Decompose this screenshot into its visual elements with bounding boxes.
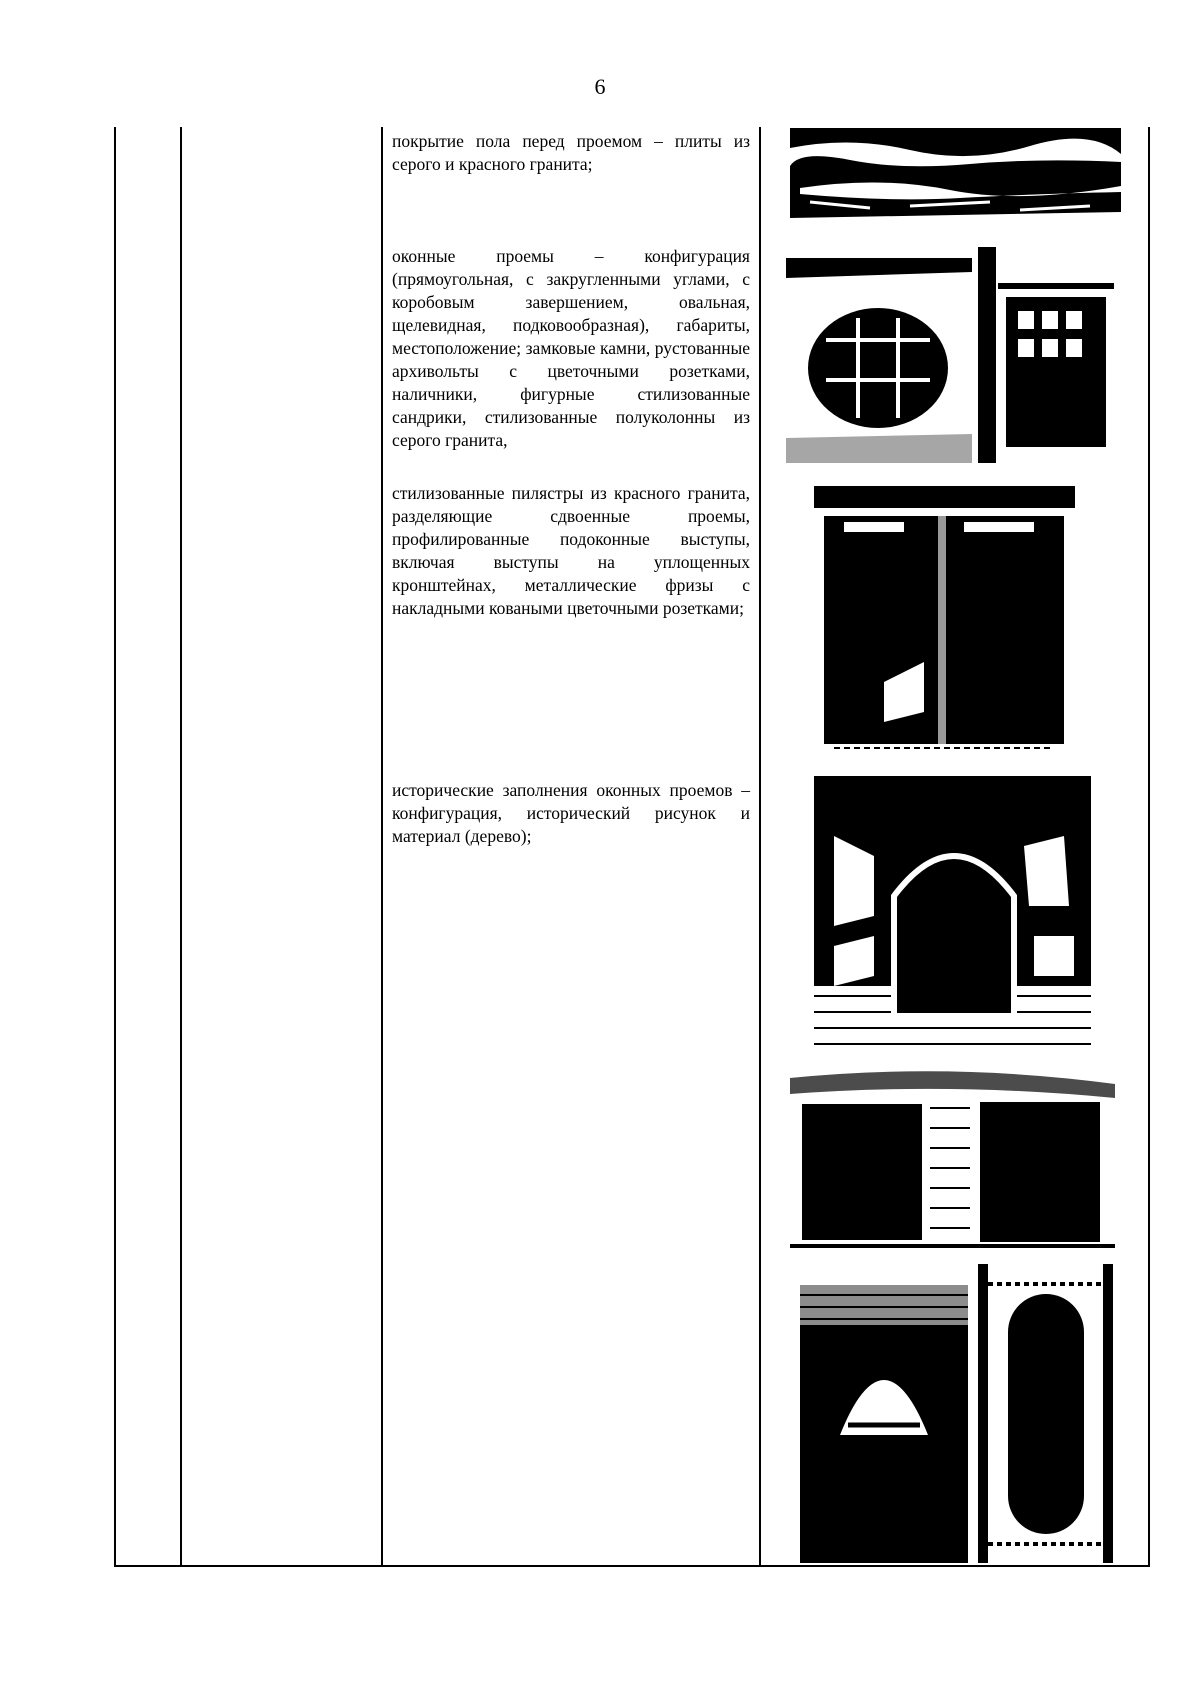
- table-border-left: [114, 127, 116, 1567]
- photo-brick-window-pair: [790, 1068, 1115, 1253]
- entry-window-fillings: исторические заполнения оконных проемов – конфигурация, исторический рисунок и материал (дерево);: [392, 780, 750, 846]
- photo-oval-window: [786, 258, 972, 463]
- photo-twin-window-pilasters: [814, 482, 1075, 758]
- table-divider-1: [180, 127, 182, 1567]
- photo-arched-window: [814, 776, 1091, 1056]
- photo-arched-opening: [800, 1285, 968, 1563]
- table-divider-3: [759, 127, 761, 1567]
- table-divider-2: [381, 127, 383, 1567]
- table-border-right: [1148, 127, 1150, 1567]
- entry-floor-covering: покрытие пола перед проемом – плиты из серого и красного гранита;: [392, 131, 750, 174]
- entry-window-openings: оконные проемы – конфигурация (прямоугольная, с закругленными углами, с коробовым завершением, овальная, щелевидная, подковообразная), габариты, местоположение; замковые камни, рустованные архивольты с цветочными розетками, наличники, фигурные стилизованные сандрики, стилизованные полуколонны из серого гранита,: [392, 246, 750, 450]
- page-number: 6: [594, 74, 606, 99]
- entry-pilasters: стилизованные пилястры из красного гранита, разделяющие сдвоенные проемы, профилированные подоконные выступы, включая выступы на уплощенных кронштейнах, металлические фризы с накладными коваными цветочными розетками;: [392, 483, 750, 618]
- table-border-bottom: [114, 1565, 1150, 1567]
- photo-oval-slit-window: [978, 1264, 1113, 1563]
- photo-rectangular-window: [978, 247, 1124, 463]
- photo-granite-floor: [790, 128, 1121, 231]
